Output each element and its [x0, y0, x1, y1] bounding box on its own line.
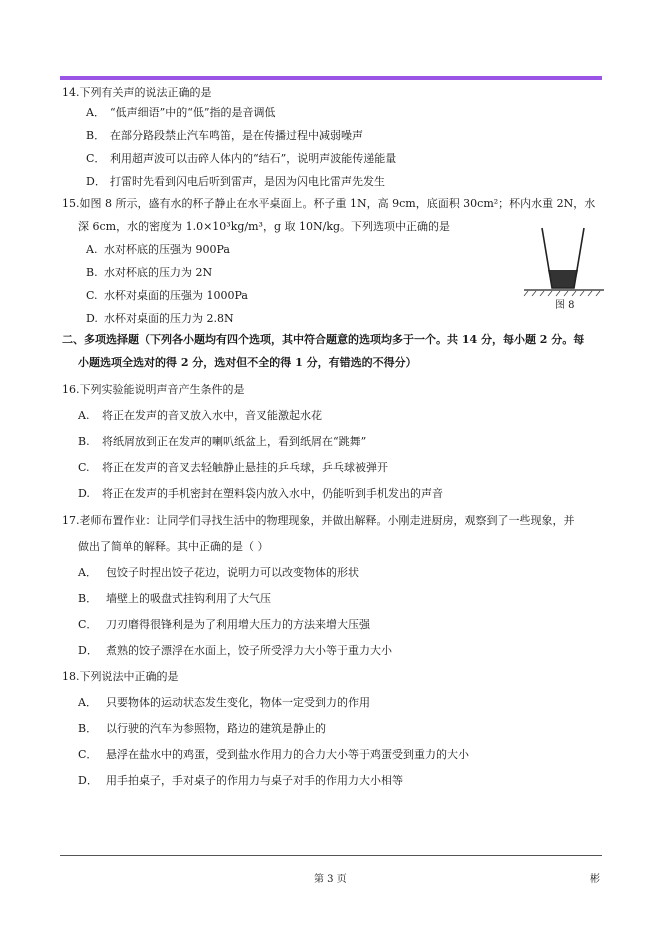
q16-option-a: A. 将正在发声的音叉放入水中，音叉能激起水花	[78, 409, 322, 422]
section2-heading-line1: 二、多项选择题（下列各小题均有四个选项，其中符合题意的选项均多于一个。共 14 分，每小题 2 分。每	[62, 333, 585, 346]
q15-stem-line1: 15.如图 8 所示，盛有水的杯子静止在水平桌面上。杯子重 1N，高 9cm，底面积 30cm²；杯内水重 2N，水	[62, 197, 596, 210]
q17-option-a: A． 包饺子时捏出饺子花边，说明力可以改变物体的形状	[78, 566, 359, 579]
figure-caption: 图 8	[555, 300, 575, 311]
q14-option-b: B． 在部分路段禁止汽车鸣笛，是在传播过程中减弱噪声	[86, 129, 363, 142]
q15-option-a: A. 水对杯底的压强为 900Pa	[86, 243, 230, 256]
q14-option-d: D． 打雷时先看到闪电后听到雷声，是因为闪电比雷声先发生	[86, 175, 385, 188]
water-fill	[548, 270, 578, 288]
page-number: 第 3 页	[314, 874, 347, 885]
q18-option-c: C． 悬浮在盐水中的鸡蛋，受到盐水作用力的合力大小等于鸡蛋受到重力的大小	[78, 748, 469, 761]
q14-stem: 14.下列有关声的说法正确的是	[62, 86, 212, 99]
footer-divider	[60, 855, 602, 856]
q17-option-d: D． 煮熟的饺子漂浮在水面上，饺子所受浮力大小等于重力大小	[78, 644, 392, 657]
q17-option-b: B． 墙壁上的吸盘式挂钩利用了大气压	[78, 592, 271, 605]
q18-option-a: A． 只要物体的运动状态发生变化，物体一定受到力的作用	[78, 696, 370, 709]
q18-stem: 18.下列说法中正确的是	[62, 670, 179, 683]
section2-heading-line2: 小题选项全选对的得 2 分，选对但不全的得 1 分，有错选的不得分）	[78, 356, 417, 369]
q14-option-a: A． “低声细语”中的“低”指的是音调低	[86, 106, 276, 119]
q16-option-d: D. 将正在发声的手机密封在塑料袋内放入水中，仍能听到手机发出的声音	[78, 487, 443, 500]
q15-option-b: B. 水对杯底的压力为 2N	[86, 266, 213, 279]
q17-stem-line1: 17.老师布置作业：让同学们寻找生活中的物理现象，并做出解释。小刚走进厨房，观察到了一些现象，并	[62, 514, 575, 527]
q17-stem-line2: 做出了简单的解释。其中正确的是（ ）	[78, 540, 269, 553]
q16-stem: 16.下列实验能说明声音产生条件的是	[62, 383, 245, 396]
q17-option-c: C． 刀刃磨得很锋利是为了利用增大压力的方法来增大压强	[78, 618, 370, 631]
q18-option-b: B． 以行驶的汽车为参照物，路边的建筑是静止的	[78, 722, 326, 735]
q18-option-d: D． 用手拍桌子，手对桌子的作用力与桌子对手的作用力大小相等	[78, 774, 403, 787]
q15-option-c: C. 水杯对桌面的压强为 1000Pa	[86, 289, 248, 302]
footer-mark: 彬	[590, 874, 600, 885]
q16-option-b: B. 将纸屑放到正在发声的喇叭纸盆上，看到纸屑在“跳舞”	[78, 435, 367, 448]
q14-option-c: C． 利用超声波可以击碎人体内的“结石”，说明声波能传递能量	[86, 152, 397, 165]
q16-option-c: C. 将正在发声的音叉去轻触静止悬挂的乒乓球，乒乓球被弹开	[78, 461, 388, 474]
q15-option-d: D. 水杯对桌面的压力为 2.8N	[86, 312, 234, 325]
q15-stem-line2: 深 6cm，水的密度为 1.0×10³kg/m³，g 取 10N/kg。下列选项中正确的是	[78, 220, 451, 233]
top-divider	[60, 76, 602, 80]
